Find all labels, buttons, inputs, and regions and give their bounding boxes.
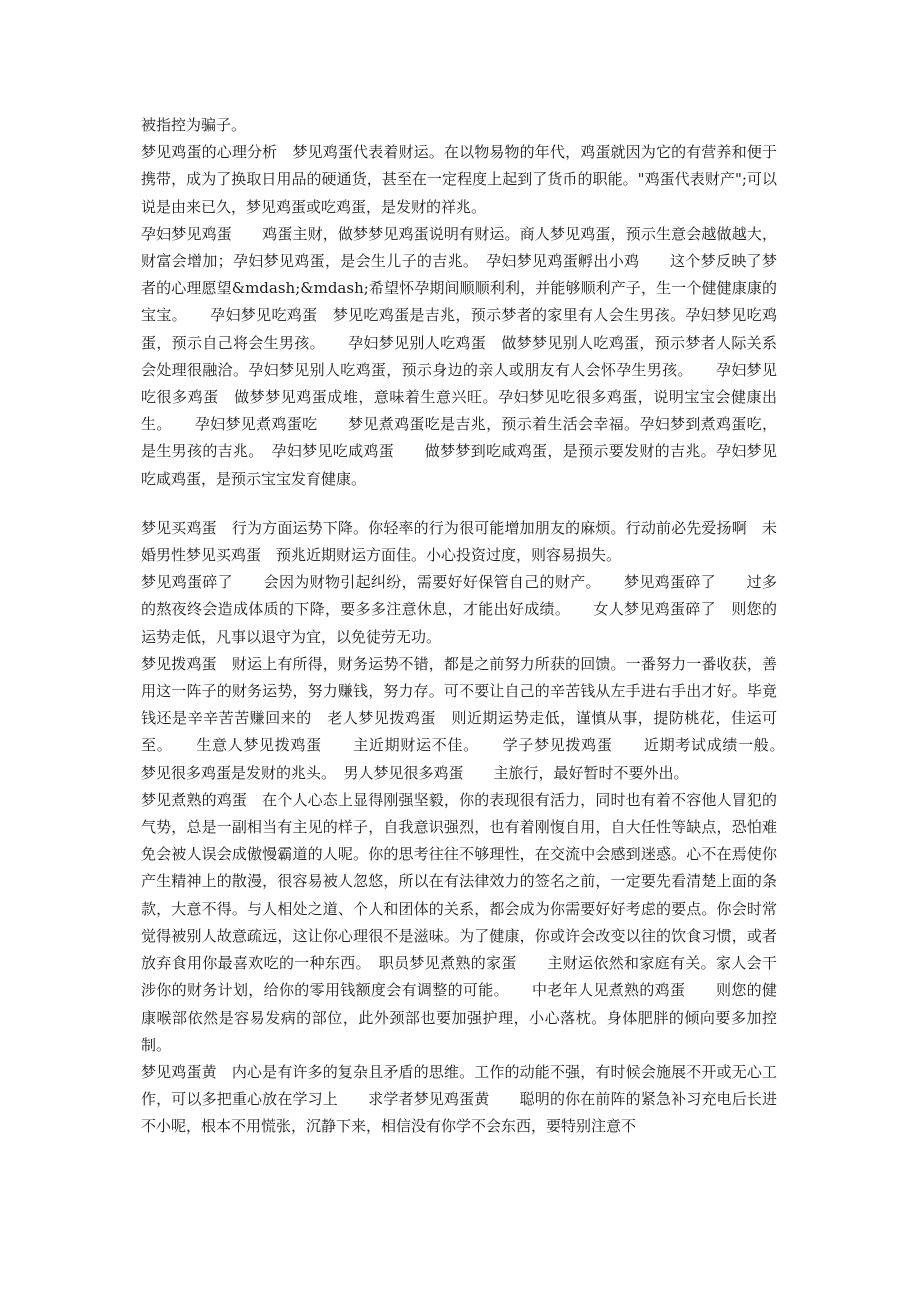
paragraph-psychology-analysis: 梦见鸡蛋的心理分析 梦见鸡蛋代表着财运。在以物易物的年代，鸡蛋就因为它的有营养和便于携带，成为了换取日用品的硬通货，甚至在一定程度上起到了货币的职能。"鸡蛋代表财产";可以说是由来已久，梦见鸡蛋或吃鸡蛋，是发财的祥兆。	[141, 143, 777, 216]
paragraph-pregnant-woman-eggs: 孕妇梦见鸡蛋 鸡蛋主财，做梦梦见鸡蛋说明有财运。商人梦见鸡蛋，预示生意会越做越大，财富会增加；孕妇梦见鸡蛋，是会生儿子的吉兆。 孕妇梦见鸡蛋孵出小鸡 这个梦反映了梦者的心理愿望&mdash;&mdash;希望怀孕期间顺顺利利，并能够顺利产子，生一个健健康康的宝宝。 孕妇梦见吃鸡蛋 梦见吃鸡蛋是吉兆，预示梦者的家里有人会生男孩。孕妇梦见吃鸡蛋，预示自己将会生男孩。 孕妇梦见别人吃鸡蛋 做梦梦见别人吃鸡蛋，预示梦者人际关系会处理很融洽。孕妇梦见别人吃鸡蛋，预示身边的亲人或朋友有人会怀孕生男孩。 孕妇梦见吃很多鸡蛋 做梦梦见鸡蛋成堆，意味着生意兴旺。孕妇梦见吃很多鸡蛋，说明宝宝会健康出生。 孕妇梦见煮鸡蛋吃 梦见煮鸡蛋吃是吉兆，预示着生活会幸福。孕妇梦到煮鸡蛋吃，是生男孩的吉兆。 孕妇梦见吃咸鸡蛋 做梦梦到吃咸鸡蛋，是预示要发财的吉兆。孕妇梦见吃咸鸡蛋，是预示宝宝发育健康。	[141, 224, 777, 488]
paragraph-broken-eggs: 梦见鸡蛋碎了 会因为财物引起纠纷，需要好好保管自己的财产。 梦见鸡蛋碎了 过多的熬夜终会造成体质的下降，要多多注意休息，才能出好成绩。 女人梦见鸡蛋碎了 则您的运势走低，凡事以退守为宜，以免徒劳无功。	[141, 573, 777, 646]
paragraph-spacer	[141, 493, 777, 515]
paragraph-peeling-eggs: 梦见拨鸡蛋 财运上有所得，财务运势不错，都是之前努力所获的回馈。一番努力一番收获，善用这一阵子的财务运势，努力赚钱，努力存。可不要让自己的辛苦钱从左手进右手出才好。毕竟钱还是辛辛苦苦赚回来的 老人梦见拨鸡蛋 则近期运势走低，谨慎从事，提防桃花，佳运可至。 生意人梦见拨鸡蛋 主近期财运不佳。 学子梦见拨鸡蛋 近期考试成绩一般。 梦见很多鸡蛋是发财的兆头。 男人梦见很多鸡蛋 主旅行，最好暂时不要外出。	[141, 654, 793, 782]
paragraph-fraud-accusation: 被指控为骗子。	[141, 116, 247, 134]
paragraph-egg-yolk: 梦见鸡蛋黄 内心是有许多的复杂且矛盾的思维。工作的动能不强，有时候会施展不开或无心工作，可以多把重心放在学习上 求学者梦见鸡蛋黄 聪明的你在前阵的紧急补习充电后长进不小呢，根本不用慌张，沉静下来，相信没有你学不会东西，要特别注意不	[141, 1062, 777, 1136]
paragraph-buying-eggs: 梦见买鸡蛋 行为方面运势下降。你轻率的行为很可能增加朋友的麻烦。行动前必先爱扬啊 未婚男性梦见买鸡蛋 预兆近期财运方面佳。小心投资过度，则容易损失。	[141, 518, 777, 565]
document-body	[141, 112, 793, 1141]
paragraph-boiled-eggs: 梦见煮熟的鸡蛋 在个人心态上显得刚强坚毅，你的表现很有活力，同时也有着不容他人冒犯的气势，总是一副相当有主见的样子，自我意识强烈，也有着刚愎自用，自大任性等缺点，恐怕难免会被人误会成傲慢霸道的人呢。你的思考往往不够理性，在交流中会感到迷惑。心不在焉使你产生精神上的散漫，很容易被人忽悠，所以在有法律效力的签名之前，一定要先看清楚上面的条款，大意不得。与人相处之道、个人和团体的关系，都会成为你需要好好考虑的要点。你会时常觉得被别人故意疏远，这让你心理很不是滋味。为了健康，你或许会改变以往的饮食习惯，或者放弃食用你最喜欢吃的一种东西。 职员梦见煮熟的家蛋 主财运依然和家庭有关。家人会干涉你的财务计划，给你的零用钱额度会有调整的可能。 中老年人见煮熟的鸡蛋 则您的健康喉部依然是容易发病的部位，此外颈部也要加强护理，小心落枕。身体肥胖的倾向要多加控制。	[141, 790, 777, 1054]
